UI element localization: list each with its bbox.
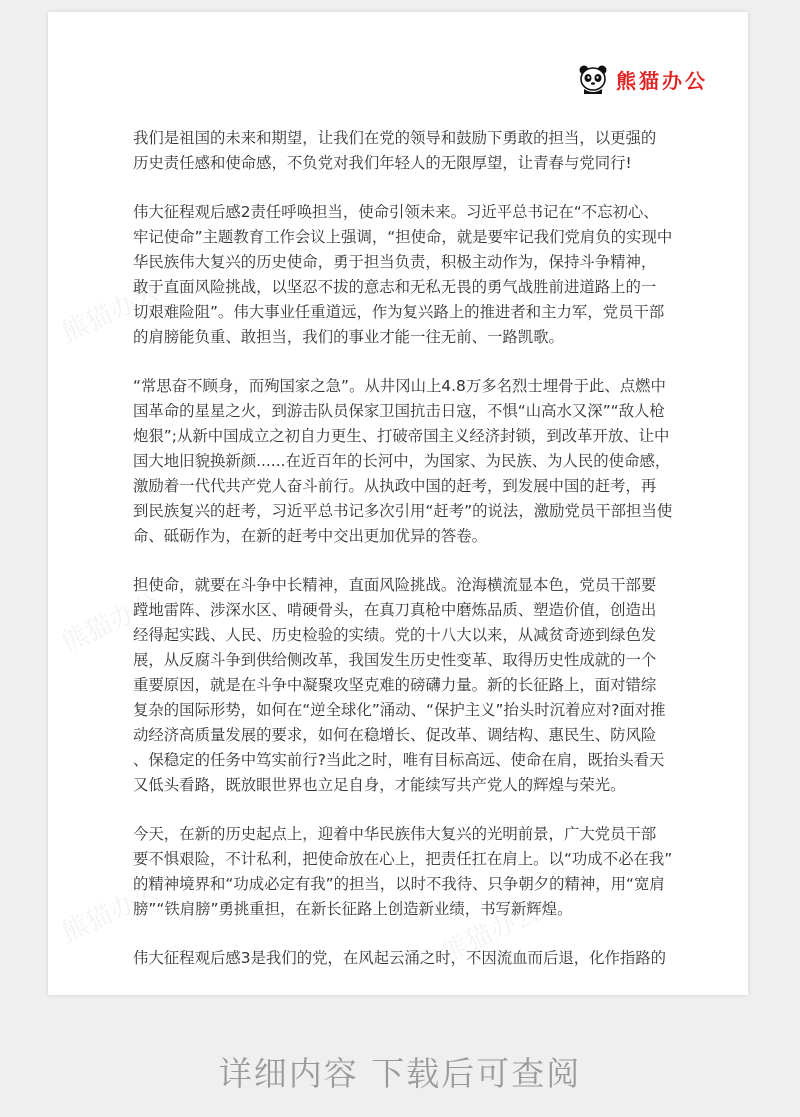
text-line: 重要原因，就是在斗争中凝聚攻坚克难的磅礴力量。新的长征路上，面对错综 xyxy=(133,676,657,694)
logo xyxy=(578,64,708,94)
text-line: 膀”“铁肩膀”勇挑重担，在新长征路上创造新业绩，书写新辉煌。 xyxy=(133,900,573,918)
download-hint: 详细内容 下载后可查阅 xyxy=(218,1054,582,1093)
text-line: 又低头看路，既放眼世界也立足自身，才能续写共产党人的辉煌与荣光。 xyxy=(133,776,626,794)
text-line: 命、砥砺作为，在新的赶考中交出更加优异的答卷。 xyxy=(133,527,487,545)
text-line: 华民族伟大复兴的历史使命，勇于担当负责，积极主动作为，保持斗争精神， xyxy=(133,253,657,271)
paragraph xyxy=(133,374,673,549)
paragraph xyxy=(133,822,673,922)
text-line: 伟大征程观后感2责任呼唤担当，使命引领未来。习近平总书记在“不忘初心、 xyxy=(133,203,659,221)
text-line: 我们是祖国的未来和期望，让我们在党的领导和鼓励下勇敢的担当，以更强的 xyxy=(133,129,657,147)
text-line: 复杂的国际形势，如何在“逆全球化”涌动、“保护主义”抬头时沉着应对?面对推 xyxy=(133,701,666,719)
text-line: 到民族复兴的赶考，习近平总书记多次引用“赶考”的说法，激励党员干部担当使 xyxy=(133,502,673,520)
text-line: 要不惧艰险，不计私利，把使命放在心上，把责任扛在肩上。以“功成不必在我” xyxy=(133,850,673,868)
text-line: 牢记使命”主题教育工作会议上强调，“担使命，就是要牢记我们党肩负的实现中 xyxy=(133,228,673,246)
text-line: 担使命，就要在斗争中长精神，直面风险挑战。沧海横流显本色，党员干部要 xyxy=(133,576,657,594)
text-line: 炮狠”;从新中国成立之初自力更生、打破帝国主义经济封锁，到改革开放、让中 xyxy=(133,427,670,445)
paragraph xyxy=(133,200,673,350)
paragraph xyxy=(133,946,673,971)
watermark: 熊猫办公 xyxy=(57,587,165,659)
text-line: 动经济高质量发展的要求，如何在稳增长、促改革、调结构、惠民生、防风险 xyxy=(133,726,657,744)
text-line: 历史责任感和使命感，不负党对我们年轻人的无限厚望，让青春与党同行! xyxy=(133,154,632,172)
text-line: 今天，在新的历史起点上，迎着中华民族伟大复兴的光明前景，广大党员干部 xyxy=(133,825,657,843)
text-line: 国大地旧貌换新颜......在近百年的长河中，为国家、为民族、为人民的使命感， xyxy=(133,452,671,470)
watermark: 熊猫办公 xyxy=(57,877,165,949)
article-body xyxy=(133,126,673,995)
text-line: 国革命的星星之火，到游击队员保家卫国抗击日寇，不惧“山高水又深”“敌人枪 xyxy=(133,402,665,420)
text-line: 经得起实践、人民、历史检验的实绩。党的十八大以来，从减贫奇迹到绿色发 xyxy=(133,626,657,644)
document-page xyxy=(48,12,748,995)
brand-name: 熊猫办公 xyxy=(616,68,708,93)
text-line: 激励着一代代共产党人奋斗前行。从执政中国的赶考，到发展中国的赶考，再 xyxy=(133,477,657,495)
paragraph xyxy=(133,126,673,176)
text-line: 蹚地雷阵、涉深水区、啃硬骨头，在真刀真枪中磨炼品质、塑造价值，创造出 xyxy=(133,601,657,619)
text-line: 的精神境界和“功成必定有我”的担当，以时不我待、只争朝夕的精神，用“宽肩 xyxy=(133,875,665,893)
text-line: 敢于直面风险挑战，以坚忍不拔的意志和无私无畏的勇气战胜前进道路上的一 xyxy=(133,278,657,296)
text-line: 、保稳定的任务中笃实前行?当此之时，唯有目标高远、使命在肩，既抬头看天 xyxy=(133,751,665,769)
text-line: 切艰难险阻”。伟大事业任重道远，作为复兴路上的推进者和主力军，党员干部 xyxy=(133,303,665,321)
text-line: 伟大征程观后感3是我们的党，在风起云涌之时，不因流血而后退，化作指路的 xyxy=(133,949,667,967)
panda-icon xyxy=(578,64,608,94)
text-line: 展，从反腐斗争到供给侧改革，我国发生历史性变革、取得历史性成就的一个 xyxy=(133,651,657,669)
watermark: 熊猫办公 xyxy=(57,277,165,349)
text-line: 的肩膀能负重、敢担当，我们的事业才能一往无前、一路凯歌。 xyxy=(133,328,564,346)
watermark: 熊猫办公 xyxy=(437,897,545,969)
paragraph xyxy=(133,573,673,798)
text-line: “常思奋不顾身，而殉国家之急”。从井冈山上4.8万多名烈士埋骨于此、点燃中 xyxy=(133,377,666,395)
